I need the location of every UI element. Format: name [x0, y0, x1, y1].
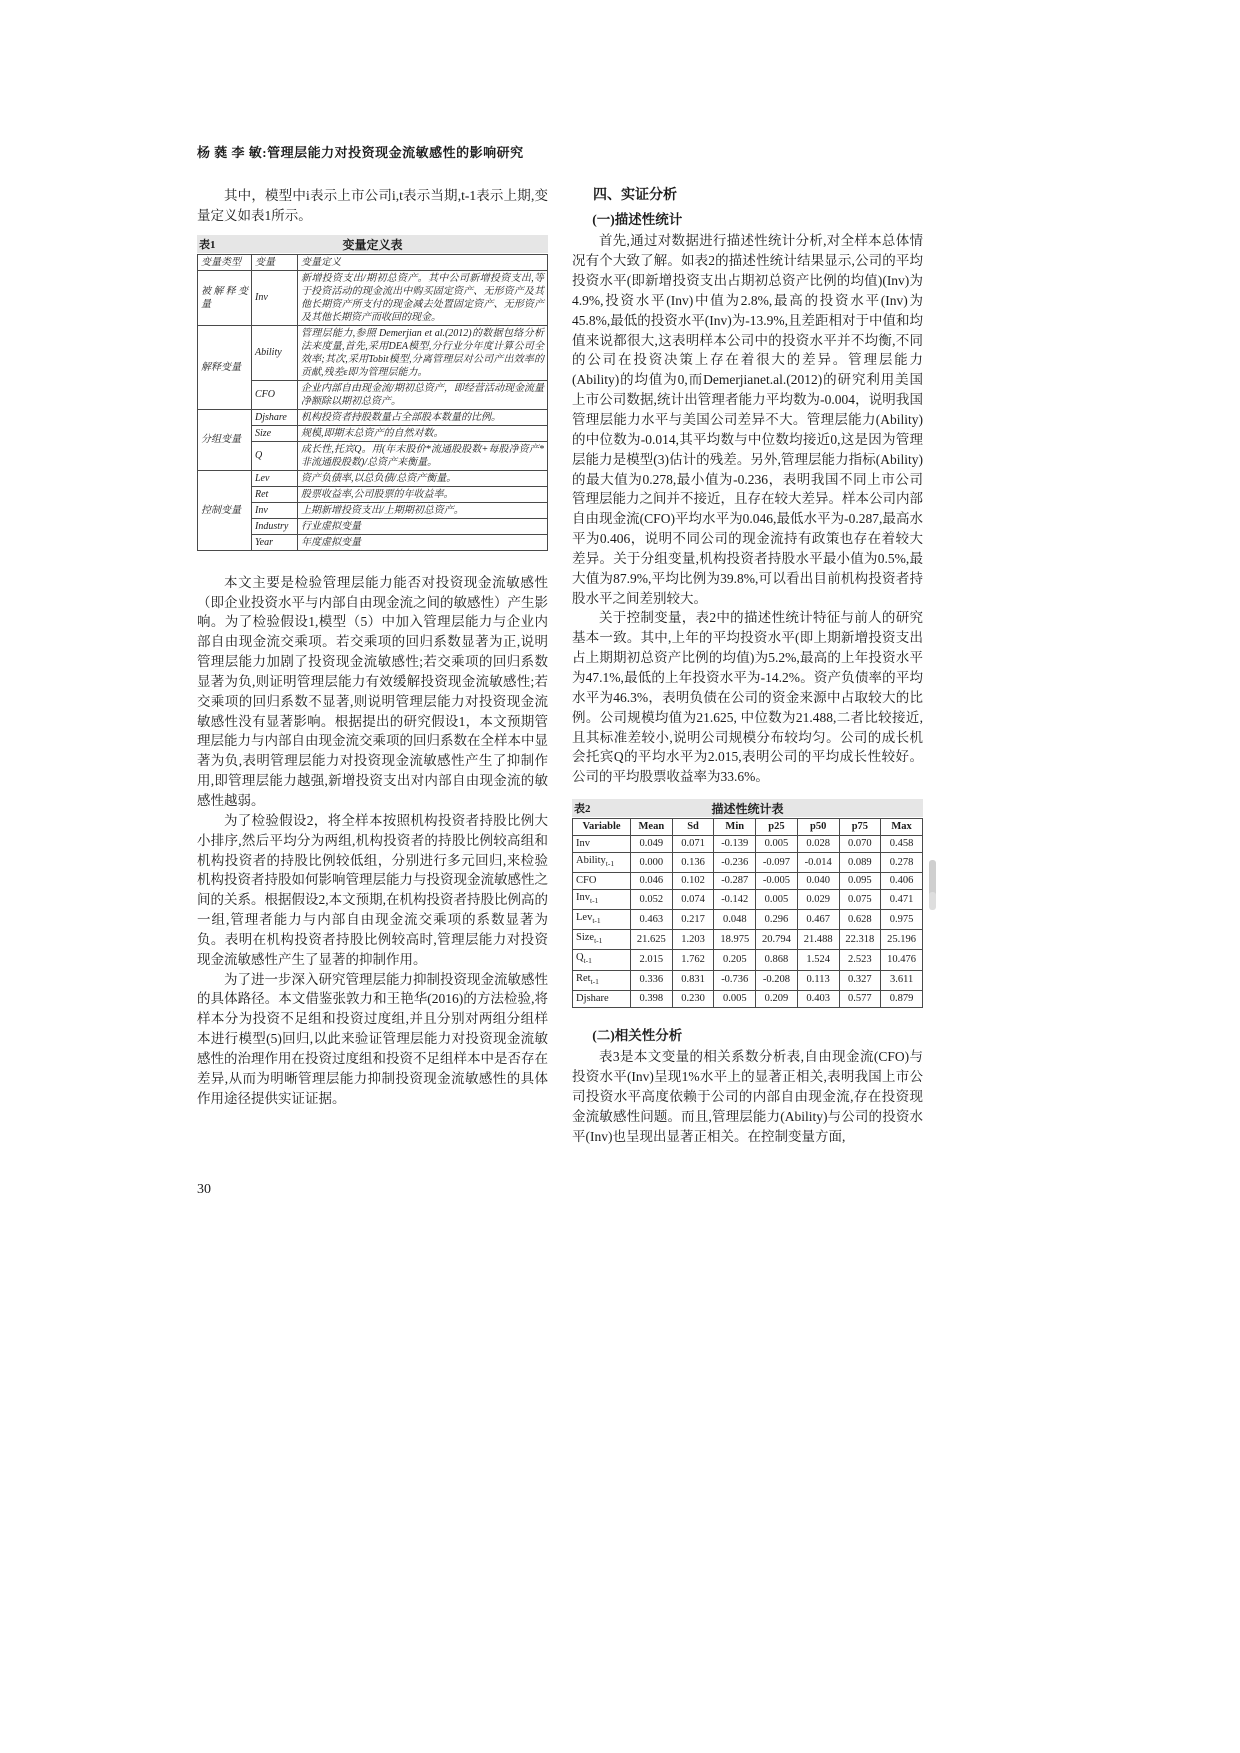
- table2-value-cell: 0.040: [797, 873, 839, 890]
- table2-value-cell: 3.611: [881, 970, 923, 990]
- table1-type-cell: 分组变量: [198, 409, 252, 470]
- table2-variable-cell: Ability$_{t-1}$: [573, 853, 631, 873]
- table1-var-cell: CFO: [252, 380, 298, 409]
- table1-def-cell: 上期新增投资支出/上期期初总资产。: [298, 502, 548, 518]
- table2-value-cell: 0.463: [631, 910, 673, 930]
- table2-value-cell: 0.577: [839, 990, 881, 1007]
- table1-def-cell: 新增投资支出/期初总资产。其中公司新增投资支出,等于投资活动的现金流出中购买固定资产、无形资产及其他长期资产所支付的现金减去处置固定资产、无形资产及其他长期资产而收回的现金。: [298, 270, 548, 325]
- table2-value-cell: 0.089: [839, 853, 881, 873]
- table2-variable-cell: Inv: [573, 836, 631, 853]
- paragraph: 表3是本文变量的相关系数分析表,自由现金流(CFO)与投资水平(Inv)呈现1%水平上的显著正相关,表明我国上市公司投资水平高度依赖于公司的内部自由现金流,存在投资现金流敏感性问题。而且,管理层能力(Ability)与公司的投资水平(Inv)也呈现出显著正相关。在控制变量方面,: [572, 1049, 923, 1144]
- table1-var-cell: Q: [252, 441, 298, 470]
- table2-caption: [572, 799, 923, 817]
- paragraph: 本文主要是检验管理层能力能否对投资现金流敏感性（即企业投资水平与内部自由现金流之间的敏感性）产生影响。为了检验假设1,模型（5）中加入管理层能力与企业内部自由现金流交乘项。若交乘项的回归系数显著为正,说明管理层能力加剧了投资现金流敏感性;若交乘项的回归系数显著为负,则证明管理层能力有效缓解投资现金流敏感性;若交乘项的回归系数不显著,则说明管理层能力对投资现金流敏感性没有显著影响。根据提出的研究假设1，本文预期管理层能力与内部自由现金流交乘项的回归系数在全样本中显著为负,表明管理层能力对投资现金流敏感性产生了抑制作用,即管理层能力越强,新增投资支出对内部自由现金流的敏感性越弱。: [197, 574, 548, 808]
- table2-value-cell: 0.102: [672, 873, 714, 890]
- table1-type-cell: 被解释变量: [198, 270, 252, 325]
- paragraph: 为了进一步深入研究管理层能力抑制投资现金流敏感性的具体路径。本文借鉴张敦力和王艳华(2016)的方法检验,将样本分为投资不足组和投资过度组,并且分别对两组分组样本进行模型(5)回归,以此来验证管理层能力对投资现金流敏感性的治理作用在投资过度组和投资不足组样本中是否存在差异,从而为明晰管理层能力抑制投资现金流敏感性的具体作用途径提供实证证据。: [197, 971, 548, 1106]
- paragraph: 首先,通过对数据进行描述性统计分析,对全样本总体情况有个大致了解。如表2的描述性统计结果显示,公司的平均投资水平(即新增投资支出占期初总资产比例的均值)(Inv)为4.9%,投资水平(Inv)中值为2.8%,最高的投资水平(Inv)为45.8%,最低的投资水平(Inv)为-13.9%,且差距相对于中值和均值来说都很大,这表明样本公司中的投资水平并不均衡,不同的公司在投资决策上存在着很大的差异。管理层能力(Ability)的均值为0,而Demerjianet.al.(2012)的研究利用美国上市公司数据,统计出管理者能力平均数为-0.004，说明我国管理层能力水平与美国公司差异不大。管理层能力(Ability)的中位数为-0.014,其平均数与中位数均接近0,这是因为管理层能力是模型(3)估计的残差。另外,管理层能力指标(Ability)的最大值为0.278,最小值为-0.236，表明我国不同上市公司管理层能力之间并不接近，且存在较大差异。样本公司内部自由现金流(CFO)平均水平为0.046,最低水平为-0.287,最高水平为0.406，说明不同公司的现金流持有政策也存在着较大差异。关于分组变量,机构投资者持股水平最小值为0.5%,最大值为87.9%,平均比例为39.8%,可以看出目前机构投资者持股水平之间差别较大。: [572, 233, 923, 606]
- table1-type-cell: 控制变量: [198, 470, 252, 550]
- table2-value-cell: 0.336: [631, 970, 673, 990]
- table2-head: [573, 819, 923, 836]
- table1-var-cell: Inv: [252, 502, 298, 518]
- table1-row: [198, 270, 548, 325]
- table2-row: [573, 950, 923, 970]
- table2-value-cell: 0.113: [797, 970, 839, 990]
- table1-header-row: [198, 254, 548, 270]
- table2-value-cell: 0.046: [631, 873, 673, 890]
- table1-row: [198, 325, 548, 380]
- table2-value-cell: 0.327: [839, 970, 881, 990]
- table1-var-cell: Ability: [252, 325, 298, 380]
- table2-header-cell: Variable: [573, 819, 631, 836]
- table1-def-cell: 机构投资者持股数量占全部股本数量的比例。: [298, 409, 548, 425]
- table2-value-cell: -0.139: [714, 836, 756, 853]
- table2-value-cell: 0.049: [631, 836, 673, 853]
- table2-header-cell: p25: [756, 819, 798, 836]
- table2-row: [573, 990, 923, 1007]
- scrollbar-artifact-bottom: [929, 892, 936, 910]
- table1-def-cell: 企业内部自由现金流/期初总资产，即经营活动现金流量净额除以期初总资产。: [298, 380, 548, 409]
- table2-value-cell: 0.075: [839, 890, 881, 910]
- table1-var-cell: Djshare: [252, 409, 298, 425]
- table2-row: [573, 930, 923, 950]
- table1-block: [197, 235, 548, 551]
- table2-value-cell: 0.070: [839, 836, 881, 853]
- table2-value-cell: 0.278: [881, 853, 923, 873]
- table2-value-cell: 0.074: [672, 890, 714, 910]
- table2-variable-cell: Ret$_{t-1}$: [573, 970, 631, 990]
- table2-value-cell: 0.028: [797, 836, 839, 853]
- right-column: [572, 186, 923, 1147]
- table2-value-cell: 0.471: [881, 890, 923, 910]
- table2-value-cell: 0.005: [756, 890, 798, 910]
- table2-variable-cell: CFO: [573, 873, 631, 890]
- table2-value-cell: 22.318: [839, 930, 881, 950]
- table1-var-cell: Lev: [252, 470, 298, 486]
- table2-value-cell: 0.005: [714, 990, 756, 1007]
- table1-def-cell: 年度虚拟变量: [298, 534, 548, 550]
- table2-value-cell: 0.467: [797, 910, 839, 930]
- left-column: [197, 186, 548, 1147]
- table2-value-cell: -0.236: [714, 853, 756, 873]
- table1-var-cell: Ret: [252, 486, 298, 502]
- section-heading: 四、实证分析: [593, 188, 677, 203]
- page-number: 30: [197, 1182, 211, 1197]
- table1-def-cell: 规模,即期末总资产的自然对数。: [298, 425, 548, 441]
- table2-header-cell: Max: [881, 819, 923, 836]
- table1-def-cell: 管理层能力,参照 Demerjian et al.(2012)的数据包络分析法来度量,首先,采用DEA模型,分行业分年度计算公司全效率;其次,采用Tobit模型,分离管理层对公司产出效率的贡献,残差ε即为管理层能力。: [298, 325, 548, 380]
- table2-value-cell: 0.136: [672, 853, 714, 873]
- table1-var-cell: Year: [252, 534, 298, 550]
- table1-type-cell: 解释变量: [198, 325, 252, 409]
- table2-value-cell: 0.458: [881, 836, 923, 853]
- table2-row: [573, 853, 923, 873]
- table2-value-cell: 0.052: [631, 890, 673, 910]
- table2-value-cell: 2.523: [839, 950, 881, 970]
- content-columns: [197, 186, 923, 1147]
- table1-label: 表1: [199, 238, 216, 251]
- table2-value-cell: 21.625: [631, 930, 673, 950]
- table1-row: [198, 409, 548, 425]
- table2-value-cell: 0.029: [797, 890, 839, 910]
- table2-value-cell: -0.097: [756, 853, 798, 873]
- subsection-heading-correlation: (二)相关性分析: [592, 1027, 683, 1043]
- table2-variable-cell: Inv$_{t-1}$: [573, 890, 631, 910]
- table2-value-cell: 0.398: [631, 990, 673, 1007]
- table2-value-cell: -0.287: [714, 873, 756, 890]
- table2-value-cell: 0.217: [672, 910, 714, 930]
- table2-value-cell: 18.975: [714, 930, 756, 950]
- table2-row: [573, 910, 923, 930]
- table2-value-cell: 0.831: [672, 970, 714, 990]
- table1-caption: [197, 235, 548, 253]
- table2-value-cell: 0.205: [714, 950, 756, 970]
- table1-def-cell: 行业虚拟变量: [298, 518, 548, 534]
- table2-value-cell: 2.015: [631, 950, 673, 970]
- table2-value-cell: 0.048: [714, 910, 756, 930]
- table2-row: [573, 970, 923, 990]
- table1-def-cell: 成长性,托宾Q。用(年末股价*流通股股数+每股净资产*非流通股股数)/总资产来衡量。: [298, 441, 548, 470]
- table2-label: 表2: [574, 803, 591, 816]
- table2-variable-cell: $Q_{t-1}$: [573, 950, 631, 970]
- table2-header-cell: p50: [797, 819, 839, 836]
- table1-def-cell: 股票收益率,公司股票的年收益率。: [298, 486, 548, 502]
- table2-value-cell: 0.879: [881, 990, 923, 1007]
- table2-value-cell: -0.208: [756, 970, 798, 990]
- paragraph: 其中，模型中i表示上市公司i,t表示当期,t-1表示上期,变量定义如表1所示。: [197, 188, 548, 223]
- running-header: 杨 蕤 李 敏:管理层能力对投资现金流敏感性的影响研究: [197, 145, 524, 160]
- table2-variable-cell: Djshare: [573, 990, 631, 1007]
- table2-value-cell: -0.142: [714, 890, 756, 910]
- table2-value-cell: 20.794: [756, 930, 798, 950]
- table2-header-cell: p75: [839, 819, 881, 836]
- table1-var-cell: Size: [252, 425, 298, 441]
- table1-header-cell: 变量类型: [198, 254, 252, 270]
- table1-def-cell: 资产负债率,以总负债/总资产衡量。: [298, 470, 548, 486]
- table1-header-cell: 变量: [252, 254, 298, 270]
- variable-definition-table: [197, 254, 548, 551]
- table2-value-cell: 25.196: [881, 930, 923, 950]
- table2-value-cell: 0.403: [797, 990, 839, 1007]
- table2-header-cell: Mean: [631, 819, 673, 836]
- table2-header-cell: Min: [714, 819, 756, 836]
- table2-row: [573, 836, 923, 853]
- table2-value-cell: 0.230: [672, 990, 714, 1007]
- table2-value-cell: 0.071: [672, 836, 714, 853]
- table2-value-cell: 0.406: [881, 873, 923, 890]
- table1-header-cell: 变量定义: [298, 254, 548, 270]
- table2-value-cell: 0.628: [839, 910, 881, 930]
- table1-title: 变量定义表: [342, 237, 403, 252]
- table2-value-cell: -0.005: [756, 873, 798, 890]
- table2-row: [573, 890, 923, 910]
- table2-value-cell: 0.209: [756, 990, 798, 1007]
- subsection-heading-descriptive: (一)描述性统计: [592, 211, 683, 227]
- table1-row: [198, 470, 548, 486]
- table2-value-cell: 1.203: [672, 930, 714, 950]
- table2-value-cell: -0.014: [797, 853, 839, 873]
- table2-header-cell: Sd: [672, 819, 714, 836]
- table1-body: [198, 270, 548, 550]
- table2-value-cell: 0.868: [756, 950, 798, 970]
- table2-value-cell: 1.524: [797, 950, 839, 970]
- table2-variable-cell: Size$_{t-1}$: [573, 930, 631, 950]
- table2-variable-cell: Lev$_{t-1}$: [573, 910, 631, 930]
- table2-block: [572, 799, 923, 1008]
- table2-value-cell: -0.736: [714, 970, 756, 990]
- table2-value-cell: 0.095: [839, 873, 881, 890]
- table1-head: [198, 254, 548, 270]
- table2-value-cell: 21.488: [797, 930, 839, 950]
- table1-var-cell: Industry: [252, 518, 298, 534]
- table2-value-cell: 0.000: [631, 853, 673, 873]
- table1-var-cell: Inv: [252, 270, 298, 325]
- table2-title: 描述性统计表: [711, 802, 784, 817]
- descriptive-statistics-table: [572, 818, 923, 1008]
- table2-value-cell: 10.476: [881, 950, 923, 970]
- table2-value-cell: 0.296: [756, 910, 798, 930]
- paragraph: 为了检验假设2，将全样本按照机构投资者持股比例大小排序,然后平均分为两组,机构投资者的持股比例较高组和机构投资者的持股比例较低组，分别进行多元回归,来检验机构投资者持股如何影响管理层能力与投资现金流敏感性之间的关系。根据假设2,本文预期,在机构投资者持股比例高的一组,管理者能力与内部自由现金流交乘项的系数显著为负。表明在机构投资者持股比例较高时,管理层能力对投资现金流敏感性产生了显著的抑制作用。: [197, 812, 548, 967]
- table2-header-row: [573, 819, 923, 836]
- table2-row: [573, 873, 923, 890]
- table2-value-cell: 1.762: [672, 950, 714, 970]
- paragraph: 关于控制变量，表2中的描述性统计特征与前人的研究基本一致。其中,上年的平均投资水平(即上期新增投资支出占上期期初总资产比例的均值)为5.2%,最高的上年投资水平为47.1%,最低的上年投资水平为-14.2%。资产负债率的平均水平为46.3%，表明负债在公司的资金来源中占取较大的比例。公司规模均值为21.625, 中位数为21.488,二者比较接近,且其标准差较小,说明公司规模分布较均匀。公司的成长机会托宾Q的平均水平为2.015,表明公司的平均成长性较好。公司的平均股票收益率为33.6%。: [572, 610, 923, 785]
- table2-value-cell: 0.975: [881, 910, 923, 930]
- table2-value-cell: 0.005: [756, 836, 798, 853]
- table2-body: [573, 836, 923, 1008]
